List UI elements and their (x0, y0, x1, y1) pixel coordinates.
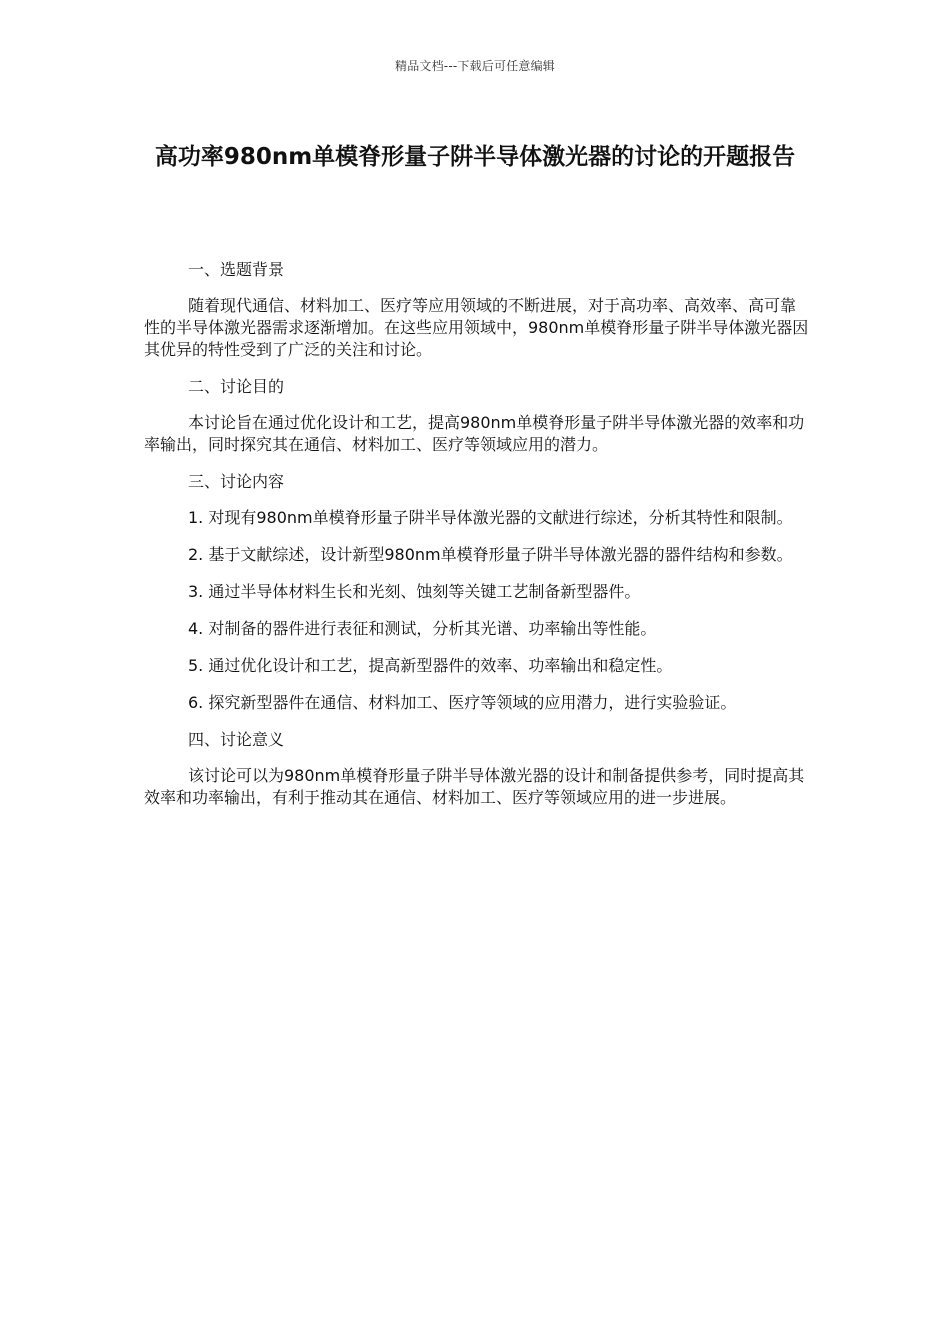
document-body (144, 259, 810, 824)
document-title: 高功率980nm单模脊形量子阱半导体激光器的讨论的开题报告 (154, 144, 796, 170)
content-list-item: 3. 通过半导体材料生长和光刻、蚀刻等关键工艺制备新型器件。 (188, 582, 641, 601)
content-list-item: 6. 探究新型器件在通信、材料加工、医疗等领域的应用潜力，进行实验验证。 (188, 693, 737, 712)
section-heading-purpose: 二、讨论目的 (188, 377, 285, 396)
paragraph-significance: 该讨论可以为980nm单模脊形量子阱半导体激光器的设计和制备提供参考，同时提高其效率和功率输出，有利于推动其在通信、材料加工、医疗等领域应用的进一步进展。 (144, 766, 805, 807)
content-list-item: 2. 基于文献综述，设计新型980nm单模脊形量子阱半导体激光器的器件结构和参数。 (188, 545, 793, 564)
section-heading-content: 三、讨论内容 (188, 472, 285, 491)
content-list-item: 1. 对现有980nm单模脊形量子阱半导体激光器的文献进行综述，分析其特性和限制。 (188, 508, 793, 527)
section-heading-significance: 四、讨论意义 (188, 730, 285, 749)
content-list-item: 4. 对制备的器件进行表征和测试，分析其光谱、功率输出等性能。 (188, 619, 657, 638)
header-note: 精品文档---下载后可任意编辑 (395, 59, 555, 73)
section-heading-background: 一、选题背景 (188, 260, 285, 279)
paragraph-background: 随着现代通信、材料加工、医疗等应用领域的不断进展，对于高功率、高效率、高可靠性的半导体激光器需求逐渐增加。在这些应用领域中，980nm单模脊形量子阱半导体激光器因其优异的特性受到了广泛的关注和讨论。 (144, 296, 809, 359)
paragraph-purpose: 本讨论旨在通过优化设计和工艺，提高980nm单模脊形量子阱半导体激光器的效率和功率输出，同时探究其在通信、材料加工、医疗等领域应用的潜力。 (144, 413, 805, 454)
content-list-item: 5. 通过优化设计和工艺，提高新型器件的效率、功率输出和稳定性。 (188, 656, 673, 675)
